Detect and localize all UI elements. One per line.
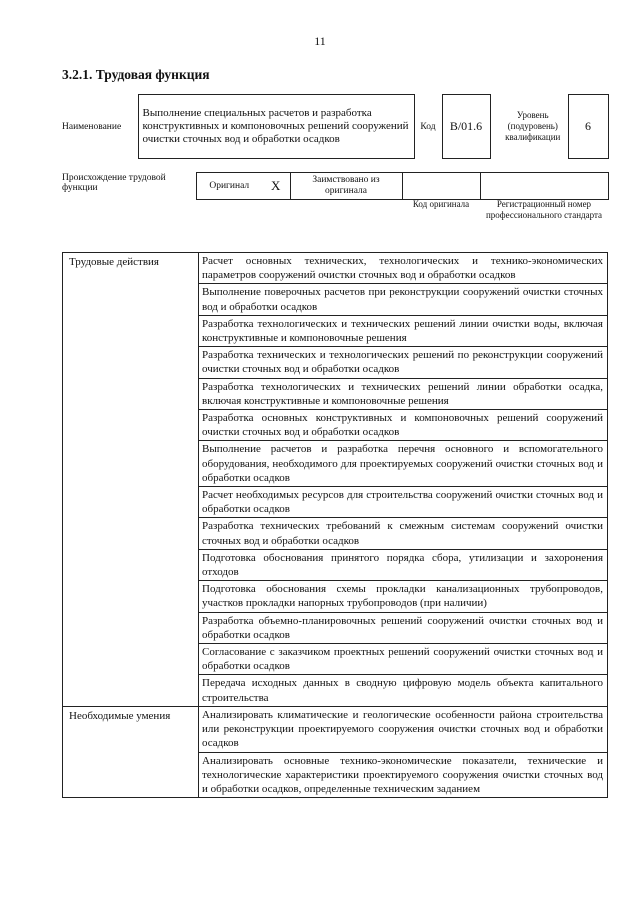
labor-action-item: Расчет необходимых ресурсов для строительства сооружений очистки сточных вод и обработки осадков <box>199 487 608 518</box>
required-skills-heading: Необходимые умения <box>63 706 199 797</box>
origin-label: Происхождение трудовой функции <box>62 172 166 194</box>
qualification-level-label: Уровень (подуровень) квалификации <box>505 110 561 142</box>
original-mark: X <box>262 173 290 200</box>
borrowed-label: Заимствовано из оригинала <box>290 173 402 200</box>
code-label: Код <box>420 121 436 132</box>
labor-actions-heading: Трудовые действия <box>63 253 199 707</box>
labor-action-item: Разработка технических требований к смежным системам сооружений очистки сточных вод и обработки осадков <box>199 518 608 549</box>
function-header-table <box>62 94 609 159</box>
labor-action-item: Разработка технических и технологических решений по реконструкции сооружений очистки сточных вод и обработки осадков <box>199 347 608 378</box>
skill-item: Анализировать основные технико-экономические показатели, технические и технологические характеристики проектируемого сооружения очистки сточных вод и обработки осадков, определенные техническим заданием <box>199 752 608 798</box>
labor-action-item: Разработка технологических и технических решений линии очистки воды, включая конструктивные и компоновочные решения <box>199 315 608 346</box>
original-code-cell <box>402 173 480 200</box>
table-row <box>63 706 608 752</box>
function-code: B/01.6 <box>442 95 490 159</box>
labor-action-item: Выполнение поверочных расчетов при реконструкции сооружений очистки сточных вод и обработки осадков <box>199 284 608 315</box>
labor-action-item: Согласование с заказчиком проектных решений сооружений очистки сточных вод и обработки осадков <box>199 644 608 675</box>
table-row <box>63 253 608 284</box>
origin-table <box>62 172 609 200</box>
labor-action-item: Расчет основных технических, технологических и технико-экономических параметров сооружений очистки сточных вод и обработки осадков <box>199 253 608 284</box>
labor-action-item: Подготовка обоснования принятого порядка сбора, утилизации и захоронения отходов <box>199 549 608 580</box>
labor-action-item: Передача исходных данных в сводную цифровую модель объекта капитального строительства <box>199 675 608 706</box>
code-original-label: Код оригинала <box>412 199 470 209</box>
page-number: 11 <box>314 34 326 48</box>
labor-action-item: Разработка объемно-планировочных решений сооружений очистки сточных вод и обработки осадков <box>199 612 608 643</box>
labor-action-item: Подготовка обоснования схемы прокладки канализационных трубопроводов, участков прокладки напорных трубопроводов (при наличии) <box>199 581 608 612</box>
skill-item: Анализировать климатические и геологические особенности района строительства или реконструкции проектируемого сооружения очистки сточных вод и обработки осадков <box>199 706 608 752</box>
name-label: Наименование <box>62 121 122 132</box>
labor-action-item: Разработка основных конструктивных и компоновочных решений сооружений очистки сточных вод и обработки осадков <box>199 410 608 441</box>
labor-action-item: Выполнение расчетов и разработка перечня основного и вспомогательного оборудования, необходимого для проектируемых сооружений очистки сточных вод и обработки осадков <box>199 441 608 487</box>
registration-number-cell <box>480 173 608 200</box>
labor-action-item: Разработка технологических и технических решений линии обработки осадка, включая конструктивные и компоновочные решения <box>199 378 608 409</box>
original-label: Оригинал <box>196 173 262 200</box>
section-title: 3.2.1. Трудовая функция <box>62 67 210 82</box>
function-name: Выполнение специальных расчетов и разработка конструктивных и компоновочных решений сооружений очистки сточных вод и обработки осадков <box>138 95 414 159</box>
registration-number-label: Регистрационный номер профессионального стандарта <box>485 199 603 220</box>
qualification-level-value: 6 <box>568 95 608 159</box>
actions-skills-table <box>62 252 608 798</box>
